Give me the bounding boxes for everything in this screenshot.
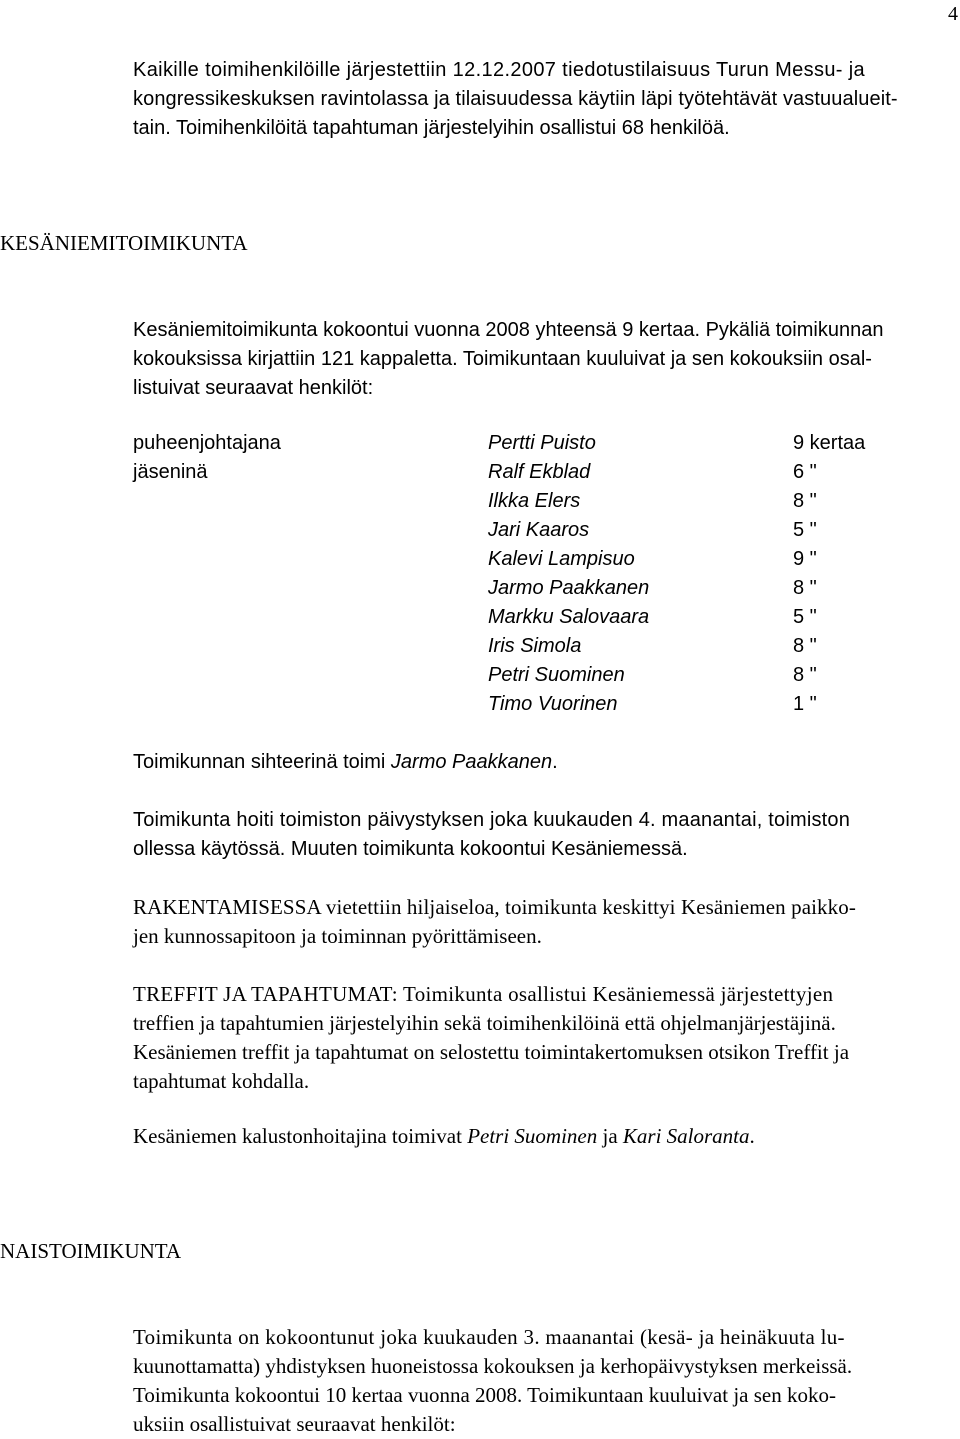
intro-line-1: Kaikille toimihenkilöille järjestettiin 12.12.2007 tiedotustilaisuus Turun Messu- ja (133, 59, 865, 81)
duty-line-1: Toimikunta hoiti toimiston päivystyksen joka kuukauden 4. maanantai, toimiston (133, 809, 851, 831)
member-meeting-count: 9 " (793, 548, 817, 570)
naistoimikunta-heading: NAISTOIMIKUNTA (0, 1239, 182, 1263)
member-row (133, 545, 893, 574)
equipment-name-1: Petri Suominen (467, 1124, 598, 1148)
member-meeting-count: 9 kertaa (793, 432, 866, 454)
naisto-paragraph (133, 1323, 852, 1439)
kesaniemi-p1-line-2: kokouksissa kirjattiin 121 kappaletta. Toimikuntaan kuuluivat ja sen kokouksiin osal- (133, 348, 872, 370)
building-line-2: jen kunnossapitoon ja toiminnan pyörittämiseen. (133, 924, 542, 948)
member-meeting-count: 1 " (793, 693, 817, 715)
kesaniemi-paragraph (133, 316, 955, 403)
naisto-line-4: uksiin osallistuivat seuraavat henkilöt: (133, 1412, 456, 1436)
duty-line-2: ollessa käytössä. Muuten toimikunta kokoontui Kesäniemessä. (133, 838, 688, 860)
member-name: Jari Kaaros (488, 519, 590, 541)
member-name: Timo Vuorinen (488, 693, 618, 715)
member-meeting-count: 5 " (793, 519, 817, 541)
kesaniemi-p1-line-3: listuivat seuraavat henkilöt: (133, 377, 374, 399)
meetings-line-4: tapahtumat kohdalla. (133, 1069, 310, 1093)
intro-line-3: tain. Toimihenkilöitä tapahtuman järjestelyihin osallistui 68 henkilöä. (133, 117, 730, 139)
secretary-prefix: Toimikunnan sihteerinä toimi (133, 751, 391, 773)
member-row (133, 690, 893, 719)
duty-paragraph (133, 806, 850, 864)
member-row (133, 487, 893, 516)
naisto-line-1: Toimikunta on kokoontunut joka kuukauden 3. maanantai (kesä- ja heinäkuuta lu- (133, 1325, 845, 1349)
intro-paragraph (133, 56, 955, 143)
page-number: 4 (948, 3, 958, 25)
secretary-line (133, 748, 558, 777)
member-list (133, 429, 893, 719)
naisto-line-3: Toimikunta kokoontui 10 kertaa vuonna 2008. Toimikuntaan kuuluivat ja sen koko- (133, 1383, 836, 1407)
member-name: Jarmo Paakkanen (488, 577, 650, 599)
kesaniemi-p1-line-1: Kesäniemitoimikunta kokoontui vuonna 2008 yhteensä 9 kertaa. Pykäliä toimikunnan (133, 319, 884, 341)
member-row (133, 429, 893, 458)
member-meeting-count: 8 " (793, 490, 817, 512)
intro-line-2: kongressikeskuksen ravintolassa ja tilaisuudessa käytiin läpi työtehtävät vastuualueit- (133, 88, 898, 110)
equipment-mid: ja (597, 1124, 623, 1148)
building-paragraph (133, 893, 856, 951)
equipment-line (133, 1122, 755, 1151)
member-meeting-count: 6 " (793, 461, 817, 483)
member-role: jäseninä (133, 461, 208, 483)
member-name: Petri Suominen (488, 664, 625, 686)
member-name: Markku Salovaara (488, 606, 650, 628)
member-name: Ralf Ekblad (488, 461, 591, 483)
member-row (133, 516, 893, 545)
member-row (133, 458, 893, 487)
member-role: puheenjohtajana (133, 432, 281, 454)
member-meeting-count: 8 " (793, 664, 817, 686)
member-name: Ilkka Elers (488, 490, 581, 512)
naisto-line-2: kuunottamatta) yhdistyksen huoneistossa kokouksen ja kerhopäivystyksen merkeissä. (133, 1354, 853, 1378)
member-row (133, 574, 893, 603)
kesaniemitoimikunta-heading: KESÄNIEMITOIMIKUNTA (0, 231, 248, 255)
member-meeting-count: 5 " (793, 606, 817, 628)
secretary-name: Jarmo Paakkanen (390, 751, 553, 773)
member-row (133, 632, 893, 661)
member-row (133, 603, 893, 632)
meetings-paragraph (133, 980, 849, 1096)
meetings-line-1: TREFFIT JA TAPAHTUMAT: Toimikunta osallistui Kesäniemessä järjestettyjen (133, 982, 834, 1006)
meetings-line-2: treffien ja tapahtumien järjestelyihin sekä toimihenkilöinä että ohjelmanjärjestäjinä. (133, 1011, 836, 1035)
equipment-suffix: . (749, 1124, 755, 1148)
equipment-name-2: Kari Saloranta (622, 1124, 750, 1148)
member-name: Kalevi Lampisuo (488, 548, 635, 570)
member-name: Iris Simola (488, 635, 582, 657)
member-meeting-count: 8 " (793, 635, 817, 657)
building-line-1: RAKENTAMISESSA vietettiin hiljaiseloa, toimikunta keskittyi Kesäniemen paikko- (133, 895, 856, 919)
equipment-prefix: Kesäniemen kalustonhoitajina toimivat (133, 1124, 468, 1148)
secretary-suffix: . (552, 751, 558, 773)
member-row (133, 661, 893, 690)
member-meeting-count: 8 " (793, 577, 817, 599)
member-name: Pertti Puisto (488, 432, 596, 454)
meetings-line-3: Kesäniemen treffit ja tapahtumat on selostettu toimintakertomuksen otsikon Treffit ja (133, 1040, 850, 1064)
